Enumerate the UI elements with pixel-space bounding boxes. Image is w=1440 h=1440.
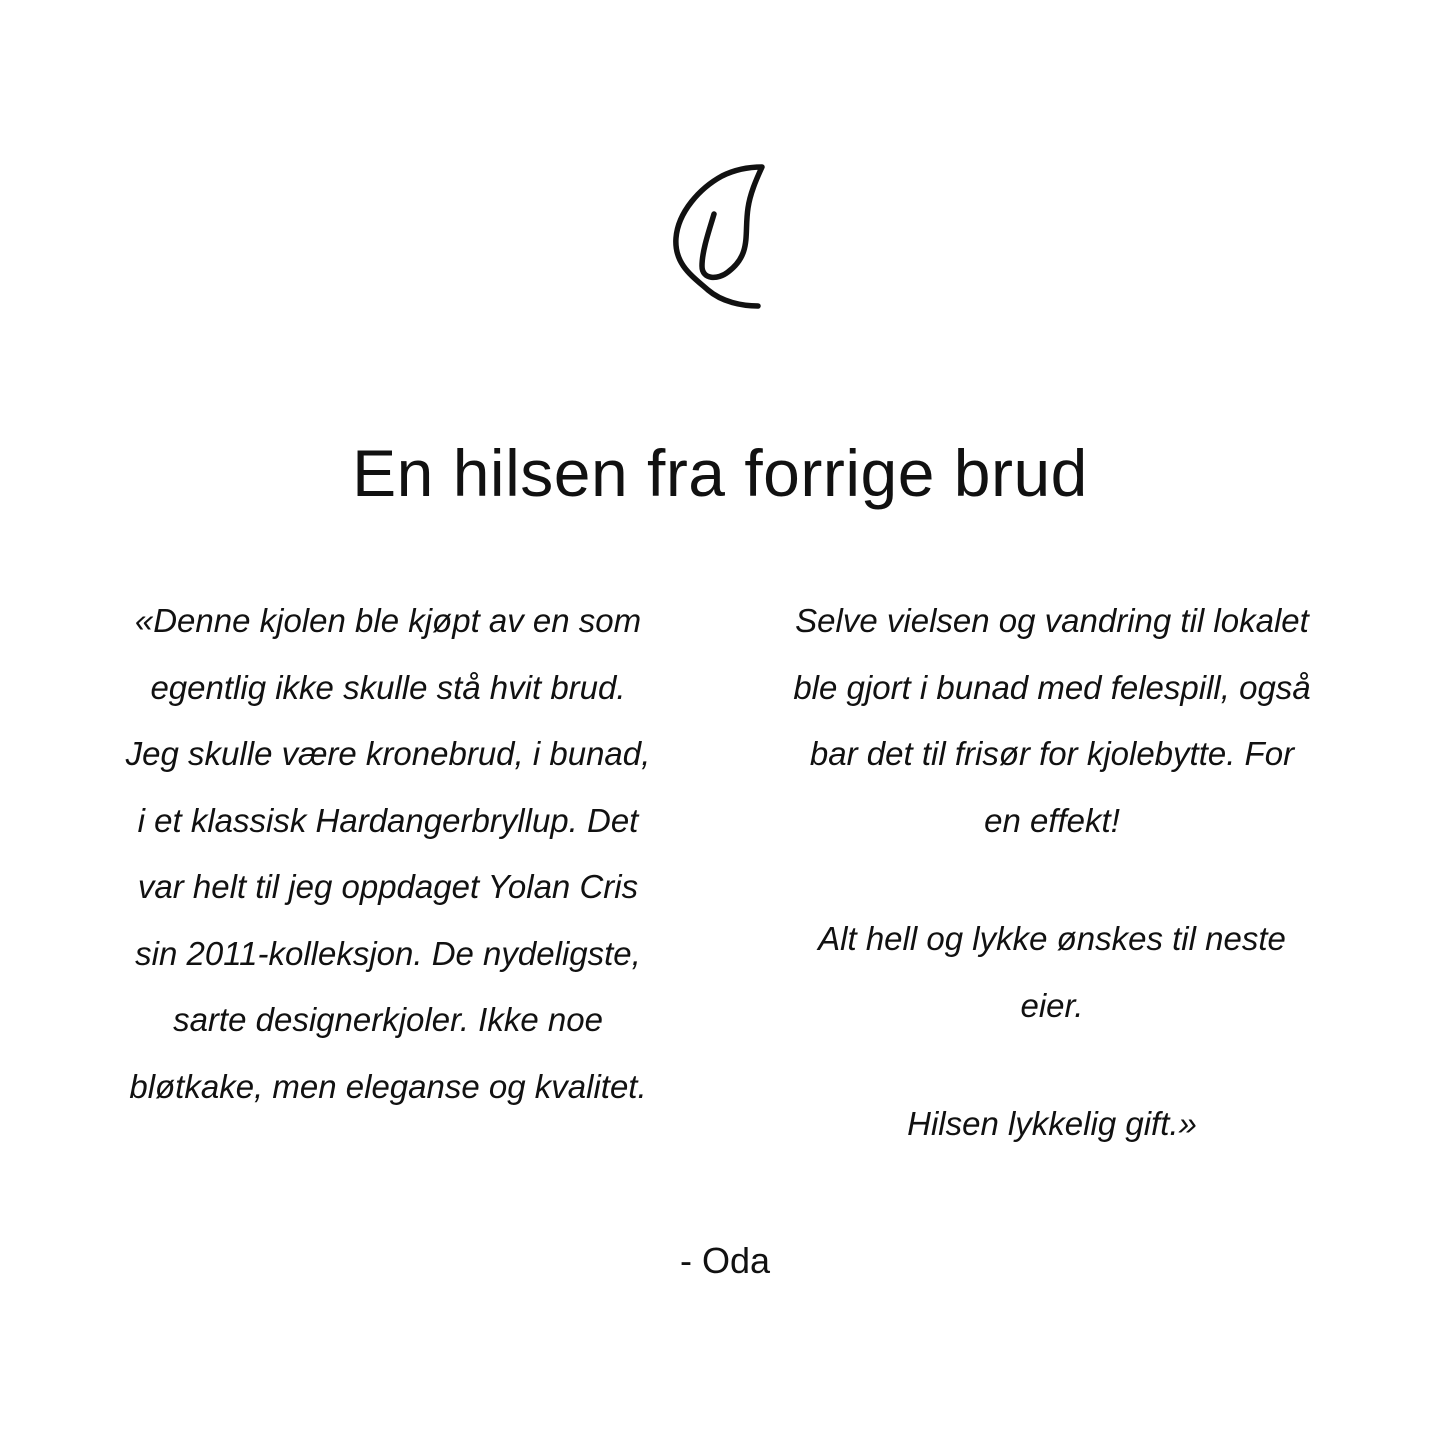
testimonial-line: Selve vielsen og vandring til lokalet — [795, 602, 1309, 639]
testimonial-line: i et klassisk Hardangerbryllup. Det — [137, 801, 639, 839]
leaf-icon — [660, 158, 780, 318]
testimonial-line: bløtkake, men eleganse og kvalitet. — [129, 1067, 647, 1105]
testimonial-line: «Denne kjolen ble kjøpt av en som — [134, 602, 642, 639]
testimonial-left-column — [88, 588, 688, 1120]
testimonial-line: egentlig ikke skulle stå hvit brud. — [150, 668, 626, 706]
testimonial-line: Alt hell og lykke ønskes til neste — [818, 920, 1286, 957]
paragraph-gap — [752, 1039, 1352, 1091]
signature: - Oda — [679, 1240, 771, 1281]
testimonial-line: bar det til frisør for kjolebytte. For — [809, 735, 1295, 772]
testimonial-line: sarte designerkjoler. Ikke noe — [173, 1001, 603, 1038]
testimonial-line: ble gjort i bunad med felespill, også — [793, 668, 1311, 706]
paragraph-gap — [752, 854, 1352, 906]
testimonial-line: en effekt! — [984, 801, 1120, 839]
testimonial-line: var helt til jeg oppdaget Yolan Cris — [137, 868, 639, 905]
testimonial-right-column — [752, 588, 1352, 1158]
testimonial-closing: Hilsen lykkelig gift.» — [907, 1105, 1197, 1142]
testimonial-line: sin 2011-kolleksjon. De nydeligste, — [135, 934, 641, 972]
page-title: En hilsen fra forrige brud — [352, 436, 1088, 510]
testimonial-line: Jeg skulle være kronebrud, i bunad, — [125, 735, 651, 772]
testimonial-line: eier. — [1020, 986, 1084, 1024]
